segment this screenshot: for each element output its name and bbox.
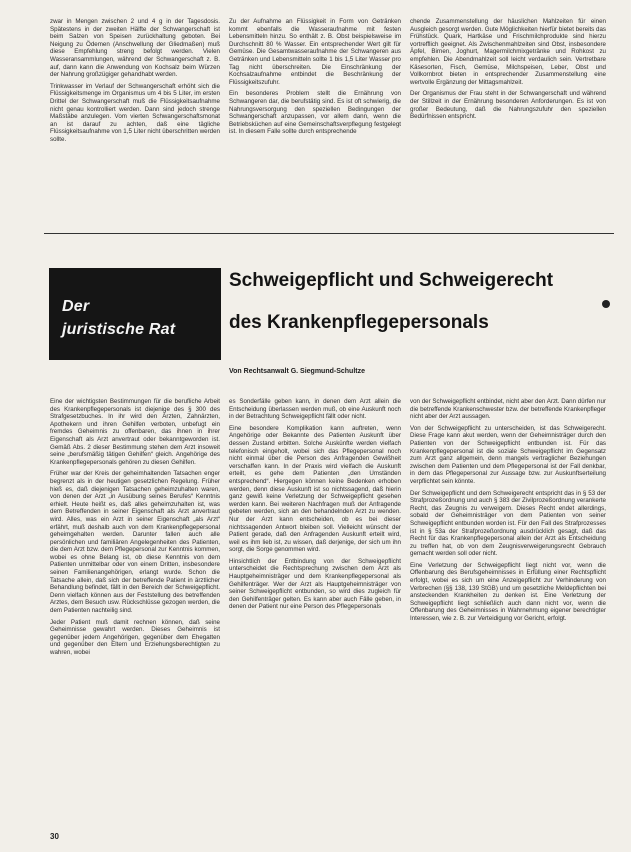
paragraph: Der Organismus der Frau steht in der Schwangerschaft und während der Stillzeit in der Ernährung besonderen Anforderungen. Es ist von großer Bedeutung, daß die Nahrungszufuhr den speziellen Bedürfnissen entspricht. — [410, 90, 606, 121]
article-column-3 — [410, 398, 606, 823]
bullet-dot — [602, 300, 610, 308]
paragraph: Ein besonderes Problem stellt die Ernährung von Schwangeren dar, die berufstätig sind. Es ist oft schwierig, die Nahrungsversorgung den speziellen Bedingungen der Schwangerschaft anzupassen, vor allem dann, wenn die Betriebsküchen auf eine Gemeinschaftsverpflegung festgelegt ist. In diesem Falle sollte durch entsprechende — [229, 90, 401, 136]
paragraph: es Sonderfälle geben kann, in denen dem Arzt allein die Entscheidung überlassen werden muß, ob eine Auskunft noch in der Betrachtung Schweigepflicht fällt oder nicht. — [229, 398, 401, 421]
article-column-2 — [229, 398, 401, 823]
paragraph: Trinkwasser im Verlauf der Schwangerschaft erhöht sich die Flüssigkeitsmenge im Organismus um 4 bis 5 Liter, im ersten Drittel der Schwangerschaft muß die Flüssigkeitsaufnahme nicht genau kontrolliert werden. Dann sind jedoch strenge Maßstäbe anzulegen. Vom vierten Schwangerschaftsmonat an ist darauf zu achten, daß eine tägliche Flüssigkeitsaufnahme von 1,5 Liter nicht überschritten werden sollte. — [50, 82, 220, 143]
paragraph: Früher war der Kreis der geheimhaltenden Tatsachen enger begrenzt als in der heutigen gesetzlichen Regelung. Früher hieß es, daß diejenigen Tatsachen geheimzuhalten waren, von denen der Arzt „in Ausübung seines Berufes“ Kenntnis erhielt. Heute heißt es, daß alles geheimzuhalten ist, was dem Betreffenden in seiner Eigenschaft als Arzt anvertraut wird. Alles, was ein Arzt in seiner Eigenschaft „als Arzt“ erfährt, muß deshalb auch von dem Krankenpflegepersonal geheimgehalten werden. Darunter fallen auch alle persönlichen und familiären Angelegenheiten des Patienten, die dem Arzt bzw. dem Pflegepersonal zur Kenntnis kommen, wobei es ohne Belang ist, ob diese Kenntnis von dem Patienten unmittelbar oder von einem Dritten, insbesondere seinen Familienangehörigen, erlangt wurde. Schon die Tatsache allein, daß sich der betreffende Patient in ärztlicher Behandlung befindet, fällt in den Bereich der Schweigepflicht. Denn vielfach können aus der Feststellung des betreffenden Arztes, dem Besuch usw. Rückschlüsse gezogen werden, die dem Patienten nachteilig sind. — [50, 470, 220, 615]
page-number: 30 — [50, 832, 59, 841]
paragraph: zwar in Mengen zwischen 2 und 4 g in der Tagesdosis. Spätestens in der zweiten Hälfte der Schwangerschaft ist beim Salzen von Speisen zurückhaltung geboten. Bei Neigung zu Ödemen (Anschwellung der Gliedmaßen) muß diese Empfehlung streng befolgt werden. Vielen Wasseransammlungen, während der Schwangerschaft z. B. auf, dann kann die Anwendung von Kochsalz beim Würzen der Nahrung großzügiger gehandhabt werden. — [50, 18, 220, 79]
article-byline: Von Rechtsanwalt G. Siegmund-Schultze — [229, 368, 365, 375]
paragraph: Zu der Aufnahme an Flüssigkeit in Form von Getränken kommt ebenfalls die Wasseraufnahme mit festen Lebensmitteln hinzu. So enthält z. B. Obst beispielsweise im Durchschnitt 80 % Wasser. Ein entsprechender Wert gilt für Gemüse. Die Gesamtwasseraufnahme der Schwangeren aus Getränken und Lebensmitteln sollte 1 bis 1,5 Liter Wasser pro Tag nicht überschreiten. Die Einschränkung der Kochsalzaufnahme entbindet die Beschränkung der Flüssigkeitszufuhr. — [229, 18, 401, 86]
top-column-3 — [410, 18, 606, 226]
paragraph: Hinsichtlich der Entbindung von der Schweigepflicht unterscheidet die Rechtsprechung zwischen dem Arzt als Hauptgeheimnisträger und dem Krankenpflegepersonal als Gehilfenträger. Wer der Arzt als Hauptgeheimnisträger von seiner Schweigepflicht entbunden, so wird dies zugleich für den Gehilfenträger gelten. Es kann aber auch Fälle geben, in denen der Patient nur eine Person des Pflegepersonals — [229, 557, 401, 611]
article-headline-line-2: des Krankenpflegepersonals — [229, 312, 489, 333]
section-label-line-2: juristische Rat — [62, 321, 176, 338]
paragraph: Eine Verletzung der Schweigepflicht liegt nicht vor, wenn die Offenbarung des Berufsgeheimnisses in Erfüllung einer Rechtspflicht erfolgt, wobei es sich um eine Anzeigepflicht zur Verhinderung von Verbrechen (§§ 138, 139 StGB) und um gesetzliche Meldepflichten bei ansteckenden Krankheiten zu denken ist. Eine Verletzung der Schweigepflicht liegt schließlich auch dann nicht vor, wenn die Offenbarung des Geheimnisses in Wahrnehmung eigener berechtigter Interessen, wie z. B. zur Verteidigung vor Gericht, erfolgt. — [410, 561, 606, 623]
paragraph: chende Zusammenstellung der häuslichen Mahlzeiten für einen Ausgleich gesorgt werden. Gute Möglichkeiten hierfür bietet bereits das Frühstück. Quark, Hartkäse und Frischmilchprodukte sind hierzu vortrefflich geeignet. Als Zwischenmahlzeiten sind Obst, insbesondere Äpfel, Birnen, Joghurt, Magermilchmixgetränke und Rohkost zu empfehlen. Die Abendmahlzeit soll leicht verdaulich sein. Vertretbare Käsesorten, Fisch, Gemüse, Milchspeisen, Leber, Obst und Vollkornbrot bieten in entsprechender Zusammenstellung eine wertvolle Ergänzung der Mittagsmahlzeit. — [410, 18, 606, 86]
paragraph: Eine besondere Komplikation kann auftreten, wenn Angehörige oder Bekannte des Patienten Auskunft über dessen Zustand erbitten. Solche Auskünfte werden vielfach telefonisch eingeholt, wobei sich das Pflegepersonal noch nicht einmal über die Person des Anfragenden Gewißheit verschaffen kann. In der Praxis wird vielfach die Auskunft erteilt, es gehe dem Patienten „den Umständen entsprechend“. Hiergegen können keine Bedenken erhoben werden, denn diese Auskunft ist so nichtssagend, daß hierin ganz gewiß keine Verletzung der Schweigepflicht gesehen werden kann. Bei weiteren Nachfragen muß der Anfragende gebeten werden, sich an den behandelnden Arzt zu wenden. Nur der Arzt kann entscheiden, ob es bei dieser nichtssagenden Antwort bleiben soll. Vielleicht wünscht der Patient gerade, daß den Anfragenden Auskunft erteilt wird, weil es ihm lieb ist, zu wissen, daß derjenige, der sich um ihn sorgt, die Sorge genommen wird. — [229, 424, 401, 554]
section-label-line-1: Der — [62, 298, 90, 315]
paragraph: Jeder Patient muß damit rechnen können, daß seine Geheimnisse gewahrt werden. Dieses Geheimnis ist gegenüber jedem Angehörigen, gegenüber dem Ehegatten und gegenüber den Eltern und Erziehungsberechtigten zu wahren, wobei — [50, 618, 220, 656]
section-divider — [44, 233, 614, 234]
top-column-1 — [50, 18, 220, 226]
paragraph: Eine der wichtigsten Bestimmungen für die berufliche Arbeit des Krankenpflegepersonals ist diejenige des § 300 des Strafgesetzbuches. In ihr wird den Ärzten, Zahnärzten, Apothekern und ihren Gehilfen verboten, unbefugt ein fremdes Geheimnis zu offenbaren, das ihnen in ihrer Eigenschaft als Arzt anvertraut oder bekanntgeworden ist. Gemäß Abs. 2 dieser Bestimmung stehen dem Arzt insoweit seine „berufsmäßig tätigen Gehilfen“ gleich. Angehörige des Krankenpflegepersonals gehören zu diesen Gehilfen. — [50, 398, 220, 466]
article-column-1 — [50, 398, 220, 823]
paragraph: Von der Schweigepflicht zu unterscheiden, ist das Schweigerecht. Diese Frage kann akut werden, wenn der Geheimnisträger durch den Patienten von der Schweigepflicht entbunden ist. Für das Krankenpflegepersonal ist die soziale Schweigepflicht im Gegensatz zum Arzt ganz allgemein, denn mangels vertraglicher Beziehungen zwischen dem Patienten und dem Pflegepersonal ist der Fall denkbar, in dem das Pflegepersonal zur Aussage bzw. zur Auskunftserteilung verpflichtet sein könnte. — [410, 424, 606, 485]
paragraph: von der Schweigepflicht entbindet, nicht aber den Arzt. Dann dürfen nur die betreffende Krankenschwester bzw. der betreffende Krankenpfleger nicht aber der Arzt aussagen. — [410, 398, 606, 421]
article-headline-line-1: Schweigepflicht und Schweigerecht — [229, 270, 554, 291]
top-column-2 — [229, 18, 401, 226]
paragraph: Der Schweigepflicht und dem Schweigerecht entspricht das in § 53 der Strafprozeßordnung und auch § 383 der Zivilprozeßordnung verankerte Recht, das Zeugnis zu verweigern. Dieses Recht endet allerdings, sobald der Geheimnisträger von dem Patienten von seiner Schweigepflicht entbunden worden ist. Für den Fall des Strafprozesses ist in § 53a der Strafprozeßordnung ausdrücklich gesagt, daß das Recht für das Krankenpflegepersonal allein der Arzt als Entscheidung zu treffen hat, ob von dem Zeugnisverweigerungsrecht Gebrauch gemacht werden soll oder nicht. — [410, 489, 606, 558]
